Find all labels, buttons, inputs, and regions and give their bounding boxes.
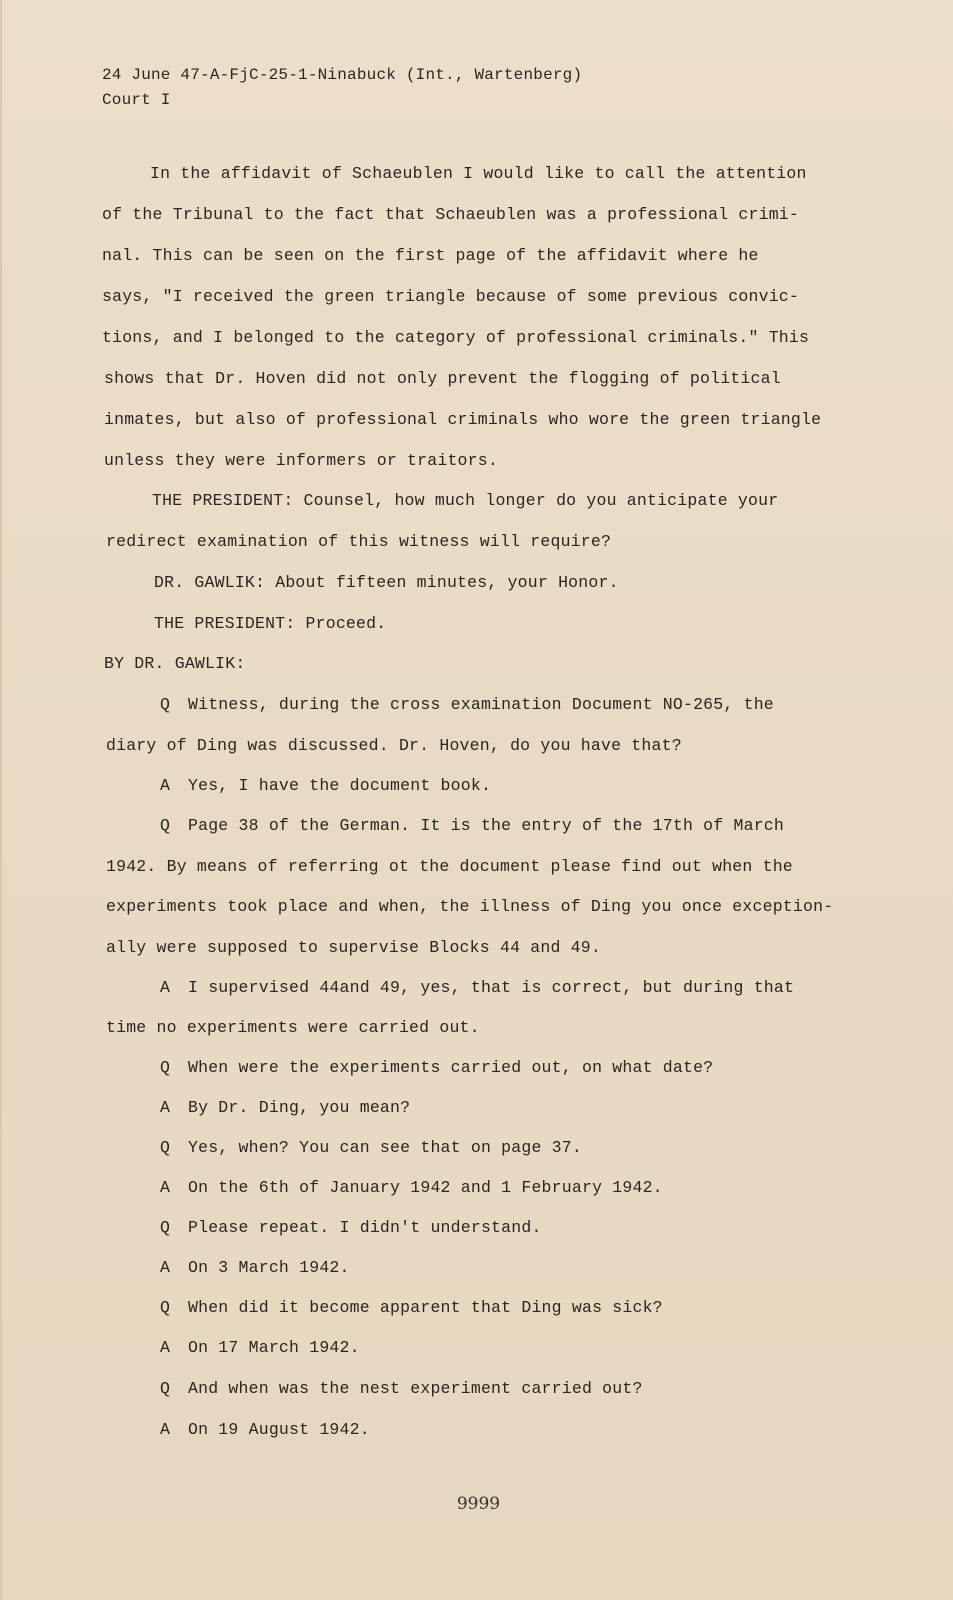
question-text: Witness, during the cross examination Document NO-265, the xyxy=(188,695,774,714)
a-mark: A xyxy=(160,978,171,997)
qa-mark: A xyxy=(160,1258,171,1277)
paragraph-line: nal. This can be seen on the first page of the affidavit where he xyxy=(102,246,759,265)
qa-line xyxy=(160,1379,643,1398)
paragraph-line: shows that Dr. Hoven did not only prevent the flogging of political xyxy=(104,369,781,388)
qa-line xyxy=(160,1218,542,1237)
page-number: 9999 xyxy=(456,1494,501,1514)
qa-text: On 3 March 1942. xyxy=(188,1258,350,1277)
qa-line xyxy=(160,1058,713,1077)
qa-mark: A xyxy=(160,1178,171,1197)
q-mark: Q xyxy=(160,816,171,835)
paragraph-line: of the Tribunal to the fact that Schaeublen was a professional crimi- xyxy=(102,205,800,224)
paragraph-line: says, "I received the green triangle because of some previous convic- xyxy=(102,287,800,306)
qa-text: When were the experiments carried out, on what date? xyxy=(188,1058,714,1077)
qa-text: By Dr. Ding, you mean? xyxy=(188,1098,411,1117)
paragraph-line: In the affidavit of Schaeublen I would like to call the attention xyxy=(150,164,807,183)
question-text: Page 38 of the German. It is the entry of the 17th of March xyxy=(188,816,784,835)
qa-text: On the 6th of January 1942 and 1 February 1942. xyxy=(188,1178,663,1197)
answer-text: I supervised 44and 49, yes, that is correct, but during that xyxy=(188,978,795,997)
gawlik-remark: DR. GAWLIK: About fifteen minutes, your Honor. xyxy=(154,573,619,592)
paragraph-line: unless they were informers or traitors. xyxy=(104,451,498,470)
qa-line xyxy=(160,1420,370,1439)
question-cont: experiments took place and when, the illness of Ding you once exception- xyxy=(106,897,834,916)
document-header: 24 June 47-A-FjC-25-1-Ninabuck (Int., Wartenberg) xyxy=(102,66,583,84)
answer xyxy=(160,978,794,997)
qa-mark: A xyxy=(160,1098,171,1117)
answer-text: Yes, I have the document book. xyxy=(188,776,492,795)
question-cont: diary of Ding was discussed. Dr. Hoven, do you have that? xyxy=(106,736,682,755)
paragraph-line: inmates, but also of professional criminals who wore the green triangle xyxy=(104,410,822,429)
q-mark: Q xyxy=(160,695,171,714)
qa-mark: Q xyxy=(160,1058,171,1077)
qa-mark: Q xyxy=(160,1379,171,1398)
question xyxy=(160,816,784,835)
qa-text: On 19 August 1942. xyxy=(188,1420,370,1439)
qa-text: Please repeat. I didn't understand. xyxy=(188,1218,542,1237)
qa-line xyxy=(160,1298,663,1317)
question-cont: ally were supposed to supervise Blocks 44 and 49. xyxy=(106,938,601,957)
president-proceed: THE PRESIDENT: Proceed. xyxy=(154,614,387,633)
qa-line xyxy=(160,1098,410,1117)
court-label: Court I xyxy=(102,91,171,109)
qa-mark: Q xyxy=(160,1218,171,1237)
question-cont: 1942. By means of referring ot the document please find out when the xyxy=(106,857,793,876)
examiner-line: BY DR. GAWLIK: xyxy=(104,654,246,673)
qa-text: Yes, when? You can see that on page 37. xyxy=(188,1138,582,1157)
president-remark-cont: redirect examination of this witness will require? xyxy=(106,532,612,551)
qa-line xyxy=(160,1138,582,1157)
qa-mark: A xyxy=(160,1420,171,1439)
qa-text: And when was the nest experiment carried out? xyxy=(188,1379,643,1398)
president-remark: THE PRESIDENT: Counsel, how much longer do you anticipate your xyxy=(152,491,779,510)
qa-mark: A xyxy=(160,1338,171,1357)
question xyxy=(160,695,774,714)
qa-line xyxy=(160,1338,360,1357)
qa-text: On 17 March 1942. xyxy=(188,1338,360,1357)
qa-line xyxy=(160,1178,663,1197)
qa-mark: Q xyxy=(160,1138,171,1157)
qa-mark: Q xyxy=(160,1298,171,1317)
a-mark: A xyxy=(160,776,171,795)
qa-text: When did it become apparent that Ding was sick? xyxy=(188,1298,663,1317)
paragraph-line: tions, and I belonged to the category of professional criminals." This xyxy=(102,328,810,347)
answer xyxy=(160,776,491,795)
qa-line xyxy=(160,1258,350,1277)
answer-cont: time no experiments were carried out. xyxy=(106,1018,480,1037)
